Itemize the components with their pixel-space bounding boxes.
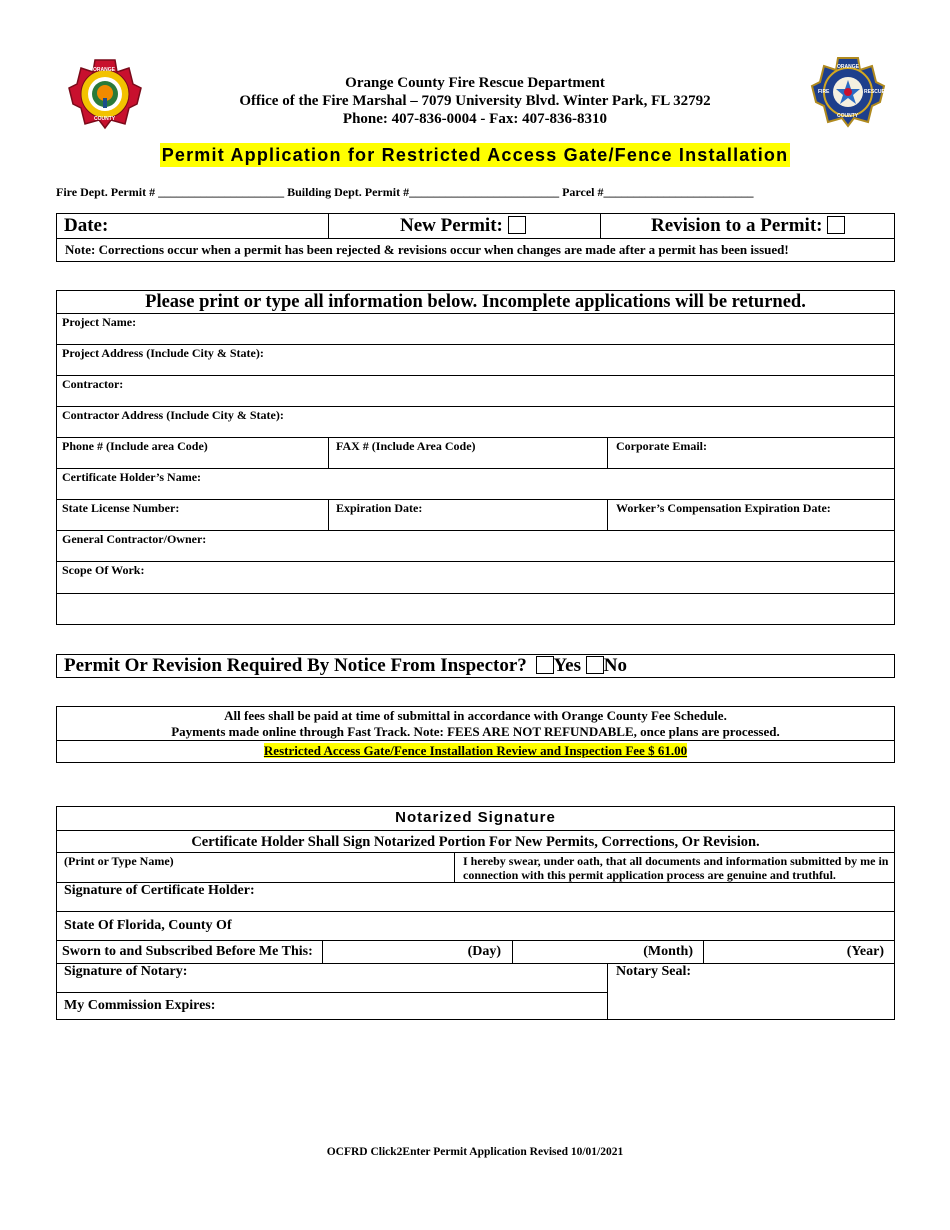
revision-field <box>651 215 845 237</box>
divider <box>57 852 894 853</box>
divider <box>57 375 894 376</box>
scope-of-work-continued[interactable] <box>57 594 894 624</box>
right-logo-text-1: ORANGE <box>837 64 859 70</box>
new-permit-label: New Permit: <box>400 215 503 236</box>
inspector-yes-checkbox[interactable] <box>536 656 554 674</box>
workers-comp-field[interactable]: Worker’s Compensation Expiration Date: <box>616 501 831 515</box>
notary-subheading: Certificate Holder Shall Sign Notarized Portion For New Permits, Corrections, Or Revision. <box>191 834 760 850</box>
divider <box>57 344 894 345</box>
inspector-no-label: No <box>603 655 627 676</box>
commission-expires-field[interactable]: My Commission Expires: <box>64 998 216 1013</box>
left-logo-text-top: ORANGE <box>93 67 115 73</box>
inspector-no-checkbox[interactable] <box>586 656 604 674</box>
title-wrap <box>0 143 950 167</box>
year-field[interactable]: (Year) <box>846 944 884 959</box>
divider <box>454 852 455 882</box>
divider <box>607 963 608 1019</box>
state-county-field[interactable]: State Of Florida, County Of <box>64 918 232 933</box>
contractor-field[interactable]: Contractor: <box>62 377 124 391</box>
applicant-info-box <box>56 290 895 625</box>
fax-field[interactable]: FAX # (Include Area Code) <box>336 439 476 453</box>
notary-signature-field[interactable]: Signature of Notary: <box>64 964 188 979</box>
notary-seal-field[interactable]: Notary Seal: <box>616 964 692 979</box>
oath-statement: I hereby swear, under oath, that all documents and information submitted by me in connection with this permit application process are genuine and truthful. <box>463 854 889 882</box>
inspector-question: Permit Or Revision Required By Notice From Inspector? <box>64 655 527 676</box>
new-permit-checkbox[interactable] <box>508 216 526 234</box>
date-field[interactable] <box>64 215 108 237</box>
divider <box>57 940 894 941</box>
divider <box>328 499 329 530</box>
date-label: Date: <box>64 215 109 236</box>
revision-label: Revision to a Permit: <box>651 215 823 236</box>
fire-dept-permit-field[interactable]: Fire Dept. Permit # _____________________ <box>56 185 285 199</box>
divider <box>57 911 894 912</box>
general-contractor-field[interactable]: General Contractor/Owner: <box>62 532 207 546</box>
phone-fax: Phone: 407-836-0004 - Fax: 407-836-8310 <box>342 111 608 127</box>
permit-type-box <box>56 213 895 262</box>
scope-of-work-field[interactable]: Scope Of Work: <box>62 563 145 577</box>
divider <box>57 468 894 469</box>
divider <box>328 214 329 238</box>
certificate-holder-signature-field[interactable]: Signature of Certificate Holder: <box>64 883 255 898</box>
parcel-field[interactable]: Parcel #_________________________ <box>562 185 754 199</box>
divider <box>57 238 894 239</box>
divider <box>57 530 894 531</box>
fees-line-2: Payments made online through Fast Track. Note: FEES ARE NOT REFUNDABLE, once plans are processed. <box>171 724 780 739</box>
fees-line-1: All fees shall be paid at time of submittal in accordance with Orange County Fee Schedule. <box>224 708 727 723</box>
divider <box>328 437 329 468</box>
month-field[interactable]: (Month) <box>643 944 693 959</box>
fees-box <box>56 706 895 763</box>
email-field[interactable]: Corporate Email: <box>616 439 707 453</box>
divider <box>600 214 601 238</box>
contractor-address-field[interactable]: Contractor Address (Include City & State): <box>62 408 284 422</box>
notary-heading: Notarized Signature <box>395 809 556 826</box>
project-name-field[interactable]: Project Name: <box>62 315 137 329</box>
divider <box>57 561 894 562</box>
revision-checkbox[interactable] <box>827 216 845 234</box>
divider <box>57 992 607 993</box>
divider <box>57 499 894 500</box>
divider <box>57 830 894 831</box>
divider <box>57 740 894 741</box>
fee-amount-line <box>57 743 894 759</box>
footer-revision: OCFRD Click2Enter Permit Application Revised 10/01/2021 <box>326 1146 624 1158</box>
ocfrd-logo-left-icon <box>67 58 143 130</box>
corrections-note: Note: Corrections occur when a permit has been rejected & revisions occur when changes are made after a permit has been issued! <box>65 242 789 257</box>
notary-box <box>56 806 895 1020</box>
certificate-holder-field[interactable]: Certificate Holder’s Name: <box>62 470 202 484</box>
inspector-notice-box <box>56 654 895 678</box>
divider <box>607 499 608 530</box>
expiration-date-field[interactable]: Expiration Date: <box>336 501 423 515</box>
divider <box>57 406 894 407</box>
right-logo-text-2: FIRE <box>818 89 830 95</box>
building-dept-permit-field[interactable]: Building Dept. Permit #_________________________ <box>287 185 560 199</box>
office-address: Office of the Fire Marshal – 7079 University Blvd. Winter Park, FL 32792 <box>239 93 711 109</box>
info-heading: Please print or type all information below. Incomplete applications will be returned. <box>145 292 806 312</box>
department-header <box>180 74 770 128</box>
inspector-yes-label: Yes <box>553 655 581 676</box>
permit-numbers-line <box>56 185 754 200</box>
divider <box>607 437 608 468</box>
inspector-question-row <box>64 655 627 677</box>
project-address-field[interactable]: Project Address (Include City & State): <box>62 346 264 360</box>
print-name-field[interactable]: (Print or Type Name) <box>64 854 174 868</box>
sworn-label: Sworn to and Subscribed Before Me This: <box>62 944 313 959</box>
left-logo-text-bottom: COUNTY <box>94 116 116 122</box>
right-logo-text-4: COUNTY <box>837 113 859 119</box>
new-permit-field <box>400 215 526 237</box>
right-logo-text-3: RESCUE <box>864 89 885 95</box>
day-field[interactable]: (Day) <box>467 944 501 959</box>
form-title: Permit Application for Restricted Access Gate/Fence Installation <box>161 145 789 165</box>
ocfr-logo-right-icon <box>810 56 886 128</box>
divider <box>57 313 894 314</box>
license-number-field[interactable]: State License Number: <box>62 501 180 515</box>
phone-field[interactable]: Phone # (Include area Code) <box>62 439 208 453</box>
department-name: Orange County Fire Rescue Department <box>345 75 605 91</box>
divider <box>57 437 894 438</box>
fee-amount: Restricted Access Gate/Fence Installation Review and Inspection Fee $ 61.00 <box>263 743 688 758</box>
